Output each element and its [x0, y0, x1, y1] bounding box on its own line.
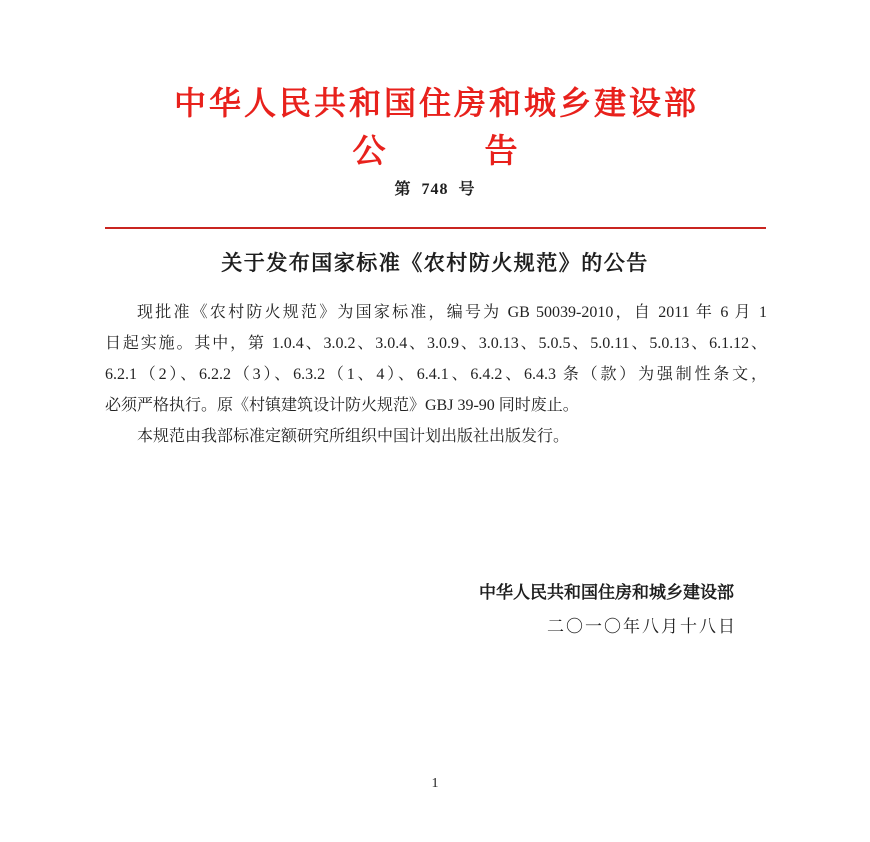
signature-issuer: 中华人民共和国住房和城乡建设部: [479, 583, 734, 602]
masthead-ministry-title: 中华人民共和国住房和城乡建设部: [173, 85, 699, 121]
masthead-issue-number: 第 748 号: [394, 181, 476, 198]
body-line: 日起实施。其中，第 1.0.4、3.0.2、3.0.4、3.0.9、3.0.13、5.0.5、5.0.11、5.0.13、6.1.12、: [105, 335, 767, 352]
body-line: 本规范由我部标准定额研究所组织中国计划出版社出版发行。: [137, 428, 570, 445]
body-line: 现批准《农村防火规范》为国家标准，编号为 GB 50039-2010，自 2011 年 6 月 1: [137, 304, 767, 321]
page-number: 1: [431, 776, 439, 791]
body-line: 必须严格执行。原《村镇建筑设计防火规范》GBJ 39-90 同时废止。: [105, 397, 579, 414]
notice-title: 关于发布国家标准《农村防火规范》的公告: [221, 251, 649, 275]
notice-body: [105, 297, 767, 452]
signature-date: 二〇一〇年八月十八日: [547, 617, 737, 636]
red-divider-rule: [105, 227, 766, 229]
masthead-announcement-title: 公 告: [352, 134, 518, 170]
body-line: 6.2.1（2）、6.2.2（3）、6.3.2（1、4）、6.4.1、6.4.2、6.4.3 条（款）为强制性条文，: [105, 366, 767, 383]
